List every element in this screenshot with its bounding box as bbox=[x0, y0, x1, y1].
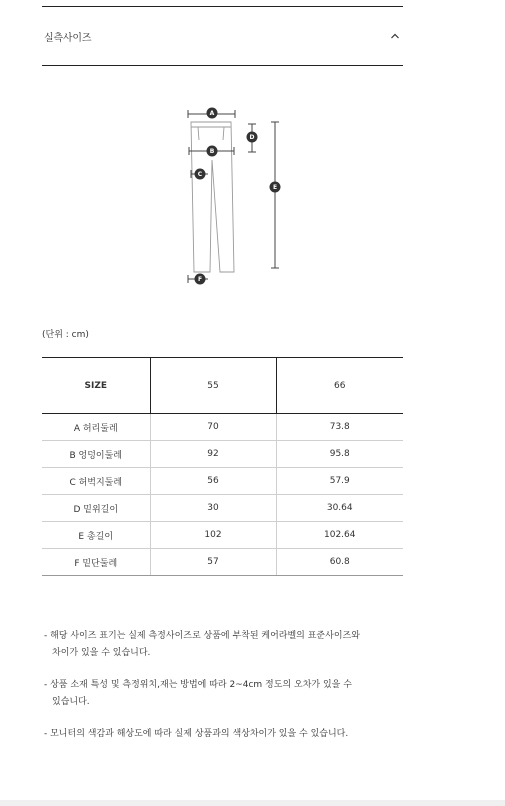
cell-value: 56 bbox=[150, 468, 276, 495]
cell-value: 57 bbox=[150, 549, 276, 576]
note-line: 있습니다. bbox=[52, 697, 90, 707]
chevron-up-icon[interactable] bbox=[389, 30, 401, 42]
cell-value: 30.64 bbox=[276, 495, 403, 522]
marker-b-label: B bbox=[209, 148, 215, 155]
note-line: - 상품 소재 특성 및 측정위치,재는 방법에 따라 2~4cm 정도의 오차가 있을 수 bbox=[44, 680, 352, 690]
row-label: A 허리둘레 bbox=[42, 414, 150, 441]
size-table bbox=[42, 357, 403, 576]
cell-value: 57.9 bbox=[276, 468, 403, 495]
row-label: D 밑위길이 bbox=[42, 495, 150, 522]
pants-measurement-diagram bbox=[178, 100, 288, 290]
table-header-size: SIZE bbox=[42, 358, 150, 414]
cell-value: 92 bbox=[150, 441, 276, 468]
marker-c-label: C bbox=[197, 171, 203, 178]
bottom-scroll-edge bbox=[0, 800, 505, 806]
cell-value: 70 bbox=[150, 414, 276, 441]
pants-outline bbox=[191, 122, 234, 272]
section-divider bbox=[42, 65, 403, 66]
unit-note: (단위 : cm) bbox=[42, 330, 89, 340]
note-item bbox=[44, 628, 404, 662]
note-line: 차이가 있을 수 있습니다. bbox=[52, 648, 151, 658]
note-line: - 모니터의 색감과 해상도에 따라 실제 상품과의 색상차이가 있을 수 있습니다. bbox=[44, 729, 349, 739]
cell-value: 30 bbox=[150, 495, 276, 522]
table-header-row bbox=[42, 358, 403, 414]
section-title: 실측사이즈 bbox=[44, 32, 92, 44]
row-label: E 총길이 bbox=[42, 522, 150, 549]
table-row bbox=[42, 495, 403, 522]
table-header-size-55: 55 bbox=[150, 358, 276, 414]
cell-value: 73.8 bbox=[276, 414, 403, 441]
row-label: F 밑단둘레 bbox=[42, 549, 150, 576]
table-row bbox=[42, 441, 403, 468]
note-line: - 해당 사이즈 표기는 실제 측정사이즈로 상품에 부착된 케어라벨의 표준사이즈와 bbox=[44, 631, 360, 641]
table-row bbox=[42, 414, 403, 441]
table-row bbox=[42, 549, 403, 576]
size-notes bbox=[44, 628, 404, 758]
table-row bbox=[42, 468, 403, 495]
marker-a-label: A bbox=[209, 110, 215, 117]
cell-value: 95.8 bbox=[276, 441, 403, 468]
cell-value: 102 bbox=[150, 522, 276, 549]
note-item bbox=[44, 677, 404, 711]
marker-e-label: E bbox=[272, 184, 278, 191]
marker-d-label: D bbox=[249, 134, 255, 141]
marker-f-label: F bbox=[197, 276, 203, 283]
row-label: C 허벅지둘레 bbox=[42, 468, 150, 495]
cell-value: 60.8 bbox=[276, 549, 403, 576]
size-section-toggle[interactable] bbox=[42, 7, 403, 65]
table-header-size-66: 66 bbox=[276, 358, 403, 414]
row-label: B 엉덩이둘레 bbox=[42, 441, 150, 468]
cell-value: 102.64 bbox=[276, 522, 403, 549]
note-item bbox=[44, 726, 404, 743]
table-row bbox=[42, 522, 403, 549]
